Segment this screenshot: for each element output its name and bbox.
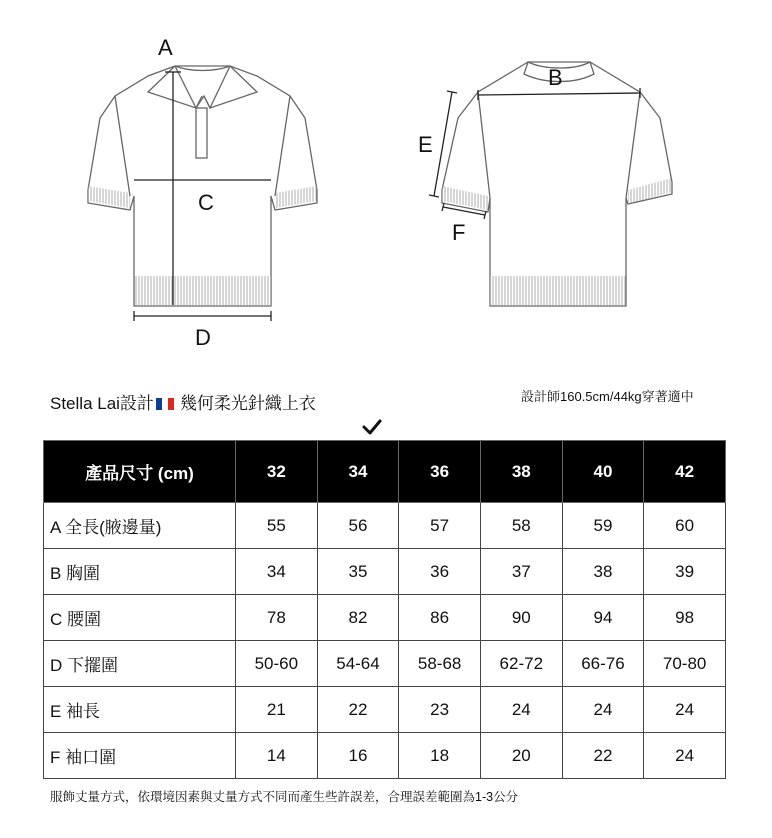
table-cell: 24 [644, 733, 726, 779]
table-cell: 23 [399, 687, 481, 733]
table-cell: 37 [480, 549, 562, 595]
label-a: A [158, 35, 173, 60]
row-label: B 胸圍 [44, 549, 236, 595]
label-d: D [195, 325, 211, 350]
garment-measurement-diagram [0, 0, 772, 360]
table-cell: 36 [399, 549, 481, 595]
table-cell: 34 [236, 549, 318, 595]
table-cell: 78 [236, 595, 318, 641]
label-f: F [452, 220, 466, 245]
label-b: B [548, 65, 563, 90]
label-c: C [198, 190, 214, 215]
table-cell: 16 [317, 733, 399, 779]
table-cell: 18 [399, 733, 481, 779]
checkmark-icon [360, 416, 384, 438]
table-cell: 70-80 [644, 641, 726, 687]
table-row [44, 503, 726, 549]
table-cell: 22 [562, 733, 644, 779]
table-cell: 98 [644, 595, 726, 641]
table-cell: 24 [480, 687, 562, 733]
row-label: C 腰圍 [44, 595, 236, 641]
table-cell: 66-76 [562, 641, 644, 687]
header-label: 產品尺寸 (cm) [44, 441, 236, 503]
table-cell: 20 [480, 733, 562, 779]
table-cell: 38 [562, 549, 644, 595]
table-cell: 90 [480, 595, 562, 641]
france-flag-icon [156, 395, 174, 407]
table-row [44, 733, 726, 779]
table-cell: 58-68 [399, 641, 481, 687]
size-header-38: 38 [480, 441, 562, 503]
size-header-42: 42 [644, 441, 726, 503]
size-header-34: 34 [317, 441, 399, 503]
table-cell: 57 [399, 503, 481, 549]
row-label: F 袖口圍 [44, 733, 236, 779]
product-name: 幾何柔光針織上衣 [179, 394, 316, 413]
designer-fit-note: 設計師160.5cm/44kg穿著適中 [521, 389, 694, 404]
table-cell: 39 [644, 549, 726, 595]
size-header-32: 32 [236, 441, 318, 503]
row-label: D 下擺圍 [44, 641, 236, 687]
row-label: E 袖長 [44, 687, 236, 733]
table-cell: 24 [644, 687, 726, 733]
size-header-36: 36 [399, 441, 481, 503]
table-cell: 94 [562, 595, 644, 641]
table-cell: 58 [480, 503, 562, 549]
table-cell: 54-64 [317, 641, 399, 687]
table-cell: 24 [562, 687, 644, 733]
table-cell: 55 [236, 503, 318, 549]
size-header-40: 40 [562, 441, 644, 503]
table-cell: 56 [317, 503, 399, 549]
table-cell: 22 [317, 687, 399, 733]
table-cell: 50-60 [236, 641, 318, 687]
shirt-front-view [88, 66, 317, 306]
table-cell: 82 [317, 595, 399, 641]
row-label: A 全長(腋邊量) [44, 503, 236, 549]
size-table [43, 440, 726, 779]
table-cell: 60 [644, 503, 726, 549]
measurement-footnote: 服飾丈量方式，依環境因素與丈量方式不同而產生些許誤差，合理誤差範圍為1-3公分 [50, 790, 519, 804]
table-cell: 59 [562, 503, 644, 549]
table-header-row [44, 441, 726, 503]
table-cell: 21 [236, 687, 318, 733]
table-row [44, 687, 726, 733]
table-row [44, 549, 726, 595]
table-cell: 62-72 [480, 641, 562, 687]
table-row [44, 595, 726, 641]
label-e: E [418, 132, 433, 157]
product-title [50, 389, 316, 414]
table-row [44, 641, 726, 687]
shirt-back-view [442, 62, 672, 306]
table-cell: 14 [236, 733, 318, 779]
table-cell: 35 [317, 549, 399, 595]
table-cell: 86 [399, 595, 481, 641]
designer-prefix: Stella Lai設計 [50, 394, 154, 413]
